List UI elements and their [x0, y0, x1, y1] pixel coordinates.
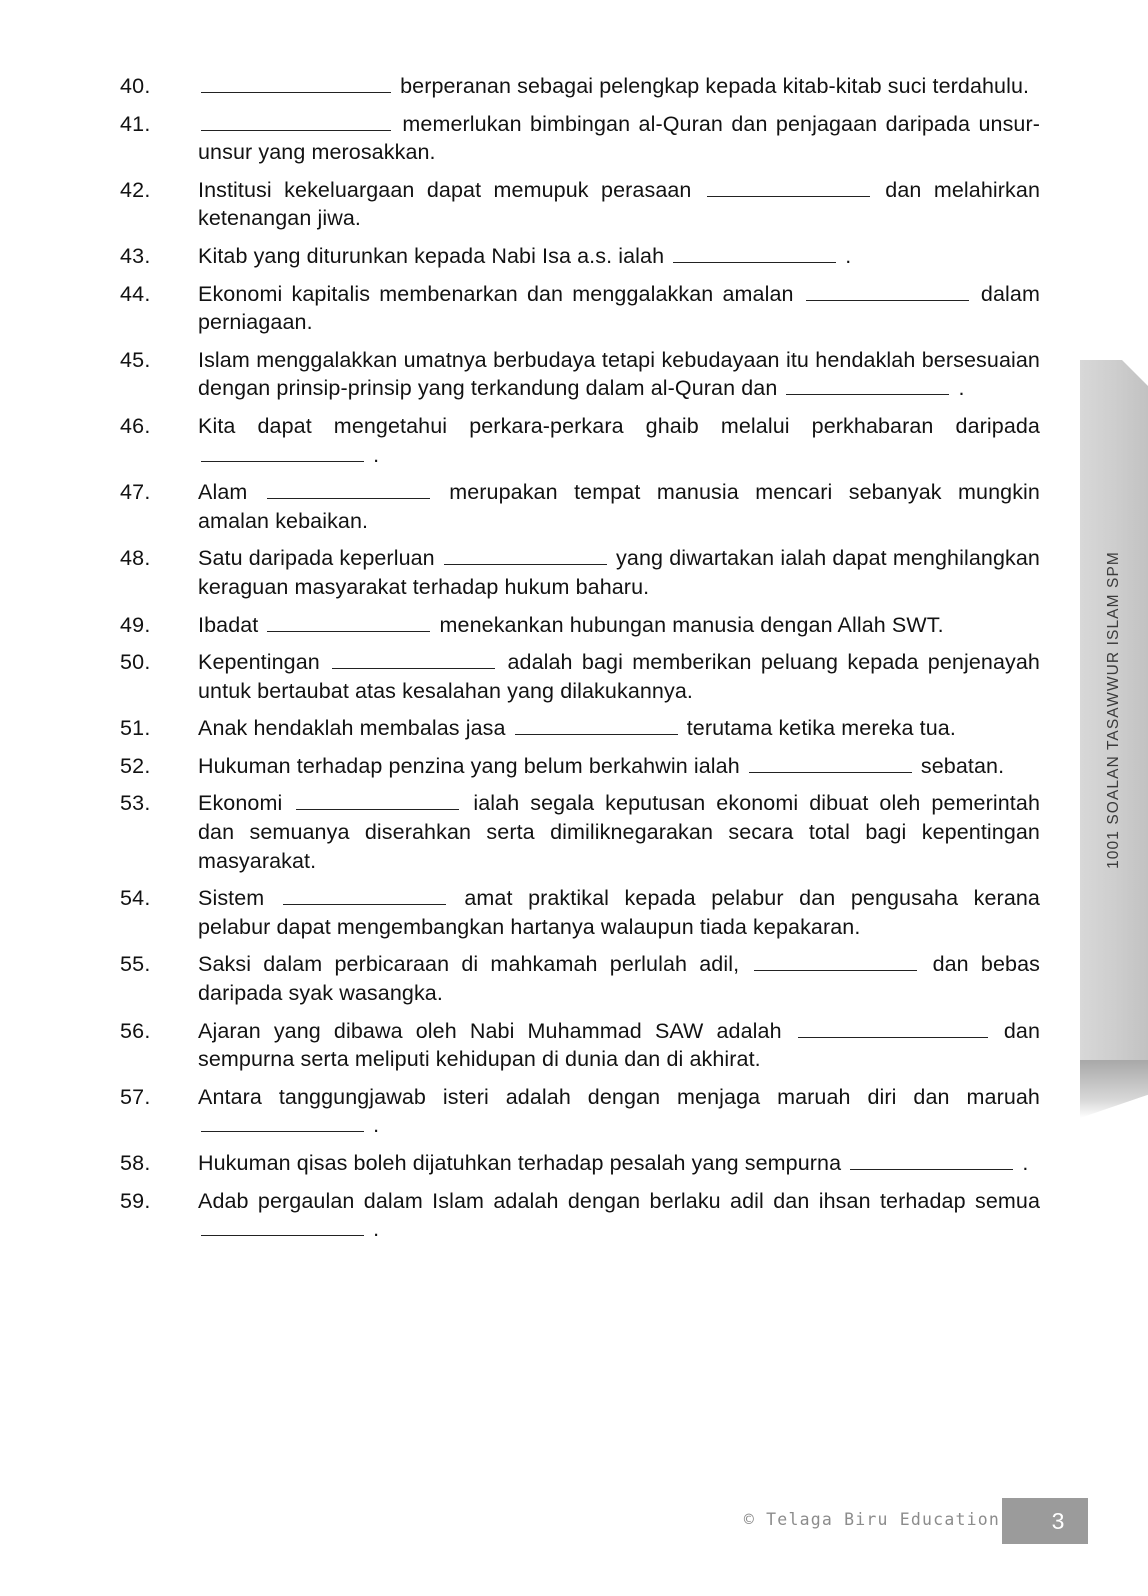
question-text: [198, 110, 1040, 167]
question-text-segment: menekankan hubungan manusia dengan Allah SWT.: [433, 612, 944, 637]
answer-blank[interactable]: [201, 74, 391, 93]
question-number: 56.: [120, 1018, 151, 1043]
question-text: [198, 714, 1040, 743]
question-item: [120, 1149, 1040, 1178]
question-text: [198, 280, 1040, 337]
question-text-segment: terutama ketika mereka tua.: [680, 716, 956, 741]
question-text-segment: Satu daripada keperluan: [198, 546, 441, 571]
question-text-segment: .: [839, 243, 852, 268]
question-text: [198, 478, 1040, 535]
question-text-segment: Ibadat: [198, 612, 265, 637]
question-text: [198, 242, 1040, 271]
question-text-segment: dan sempurna serta meliputi kehidupan di dunia dan di akhirat.: [198, 1018, 1040, 1072]
question-item: [120, 280, 1040, 337]
question-text: [198, 1083, 1040, 1140]
question-text-segment: ialah segala keputusan ekonomi dibuat oleh pemerintah dan semuanya diserahkan serta dimiliknegarakan secara total bagi kepentingan masyarakat.: [198, 791, 1040, 873]
question-text-segment: adalah bagi memberikan peluang kepada penjenayah untuk bertaubat atas kesalahan yang dilakukannya.: [198, 650, 1040, 703]
question-number: 42.: [120, 177, 151, 202]
answer-blank[interactable]: [754, 953, 917, 972]
page-footer: [0, 1498, 1148, 1544]
question-text-segment: berperanan sebagai pelengkap kepada kitab-kitab suci terdahulu.: [394, 74, 1030, 98]
question-item: [120, 72, 1040, 101]
question-text-segment: .: [1016, 1151, 1029, 1175]
question-text: [198, 1187, 1040, 1244]
question-number: 40.: [120, 74, 151, 98]
question-number: 46.: [120, 413, 151, 438]
question-text: [198, 544, 1040, 601]
question-number: 50.: [120, 650, 151, 675]
question-number: 47.: [120, 480, 151, 505]
question-text: [198, 648, 1040, 705]
question-text-segment: Kepentingan: [198, 650, 330, 675]
page-number: 3: [1051, 1507, 1065, 1534]
answer-blank[interactable]: [201, 112, 391, 131]
question-text: [198, 346, 1040, 403]
page-number-badge: [1002, 1498, 1088, 1544]
question-text: [198, 72, 1040, 101]
question-text-segment: Saksi dalam perbicaraan di mahkamah perlulah adil,: [198, 952, 752, 977]
question-text-segment: .: [952, 376, 965, 401]
question-number: 44.: [120, 281, 151, 306]
question-text-segment: memerlukan bimbingan al-Quran dan penjagaan daripada unsur-unsur yang merosakkan.: [198, 111, 1040, 165]
question-item: [120, 714, 1040, 743]
answer-blank[interactable]: [444, 547, 607, 566]
tab-shadow: [1080, 1060, 1148, 1118]
question-text-segment: Islam menggalakkan umatnya berbudaya tetapi kebudayaan itu hendaklah bersesuaian dengan prinsip-prinsip yang terkandung dalam al-Quran dan: [198, 347, 1040, 401]
question-number: 55.: [120, 952, 151, 977]
question-item: [120, 789, 1040, 875]
tab-fold-corner: [1122, 360, 1148, 386]
question-text-segment: Hukuman terhadap penzina yang belum berkahwin ialah: [198, 753, 746, 778]
question-number: 57.: [120, 1084, 151, 1109]
question-text-segment: .: [367, 1113, 380, 1138]
answer-blank[interactable]: [267, 481, 430, 500]
question-text-segment: amat praktikal kepada pelabur dan pengusaha kerana pelabur dapat mengembangkan hartanya walaupun tiada kepakaran.: [198, 886, 1040, 939]
answer-blank[interactable]: [798, 1019, 988, 1038]
question-text: [198, 412, 1040, 469]
question-text-segment: merupakan tempat manusia mencari sebanyak mungkin amalan kebaikan.: [198, 480, 1040, 533]
question-number: 58.: [120, 1151, 151, 1175]
question-text-segment: dan melahirkan ketenangan jiwa.: [198, 177, 1040, 231]
question-number: 51.: [120, 716, 151, 741]
question-item: [120, 1083, 1040, 1140]
question-item: [120, 1017, 1040, 1074]
answer-blank[interactable]: [749, 754, 912, 773]
question-item: [120, 884, 1040, 941]
answer-blank[interactable]: [673, 244, 836, 263]
question-number: 49.: [120, 612, 151, 637]
question-number: 43.: [120, 243, 151, 268]
question-text-segment: .: [367, 1217, 380, 1242]
question-text-segment: Ajaran yang dibawa oleh Nabi Muhammad SAW adalah: [198, 1018, 795, 1043]
question-text-segment: Adab pergaulan dalam Islam adalah dengan berlaku adil dan ihsan terhadap semua: [198, 1188, 1040, 1213]
question-text-segment: Sistem: [198, 886, 280, 911]
question-item: [120, 950, 1040, 1007]
thumb-index-label: 1001 SOALAN TASAWWUR ISLAM SPM: [1105, 551, 1122, 869]
thumb-index-tab: [1080, 360, 1148, 1060]
question-item: [120, 752, 1040, 781]
question-item: [120, 478, 1040, 535]
answer-blank[interactable]: [296, 792, 459, 811]
question-text: [198, 1017, 1040, 1074]
answer-blank[interactable]: [201, 1218, 364, 1237]
question-item: [120, 544, 1040, 601]
question-item: [120, 242, 1040, 271]
question-text-segment: Kita dapat mengetahui perkara-perkara ghaib melalui perkhabaran daripada: [198, 413, 1040, 438]
question-item: [120, 412, 1040, 469]
question-item: [120, 176, 1040, 233]
question-text-segment: Hukuman qisas boleh dijatuhkan terhadap pesalah yang sempurna: [198, 1151, 848, 1175]
question-number: 59.: [120, 1188, 151, 1213]
question-text: [198, 1149, 1040, 1178]
question-text-segment: yang diwartakan ialah dapat menghilangkan keraguan masyarakat terhadap hukum baharu.: [198, 546, 1040, 599]
question-text-segment: .: [367, 442, 380, 467]
question-item: [120, 110, 1040, 167]
question-text: [198, 752, 1040, 781]
answer-blank[interactable]: [332, 650, 495, 669]
question-item: [120, 1187, 1040, 1244]
question-text: [198, 789, 1040, 875]
answer-blank[interactable]: [786, 377, 949, 396]
question-number: 45.: [120, 347, 151, 372]
question-item: [120, 648, 1040, 705]
question-text-segment: Institusi kekeluargaan dapat memupuk perasaan: [198, 177, 704, 202]
question-text: [198, 884, 1040, 941]
question-number: 54.: [120, 886, 151, 911]
question-item: [120, 611, 1040, 640]
question-text: [198, 611, 1040, 640]
question-number: 48.: [120, 546, 151, 571]
question-text-segment: Alam: [198, 480, 264, 505]
answer-blank[interactable]: [201, 1114, 364, 1133]
answer-blank[interactable]: [850, 1151, 1013, 1170]
question-number: 53.: [120, 791, 151, 816]
question-text: [198, 950, 1040, 1007]
questions-list: [120, 72, 1040, 1253]
question-text-segment: Kitab yang diturunkan kepada Nabi Isa a.s. ialah: [198, 243, 671, 268]
answer-blank[interactable]: [283, 887, 446, 906]
question-text-segment: Ekonomi: [198, 791, 294, 816]
question-item: [120, 346, 1040, 403]
question-number: 52.: [120, 753, 151, 778]
answer-blank[interactable]: [515, 717, 678, 736]
answer-blank[interactable]: [267, 613, 430, 632]
question-text-segment: dalam perniagaan.: [198, 281, 1040, 335]
question-text-segment: Antara tanggungjawab isteri adalah dengan menjaga maruah diri dan maruah: [198, 1084, 1040, 1109]
question-text-segment: Ekonomi kapitalis membenarkan dan menggalakkan amalan: [198, 281, 803, 306]
answer-blank[interactable]: [806, 282, 969, 301]
question-text-segment: Anak hendaklah membalas jasa: [198, 716, 512, 741]
question-text-segment: dan bebas daripada syak wasangka.: [198, 952, 1041, 1006]
footer-credit: © Telaga Biru Education: [743, 1510, 1000, 1529]
answer-blank[interactable]: [201, 443, 364, 462]
question-text: [198, 176, 1040, 233]
question-text-segment: sebatan.: [914, 753, 1005, 778]
answer-blank[interactable]: [707, 178, 870, 197]
question-number: 41.: [120, 111, 151, 136]
